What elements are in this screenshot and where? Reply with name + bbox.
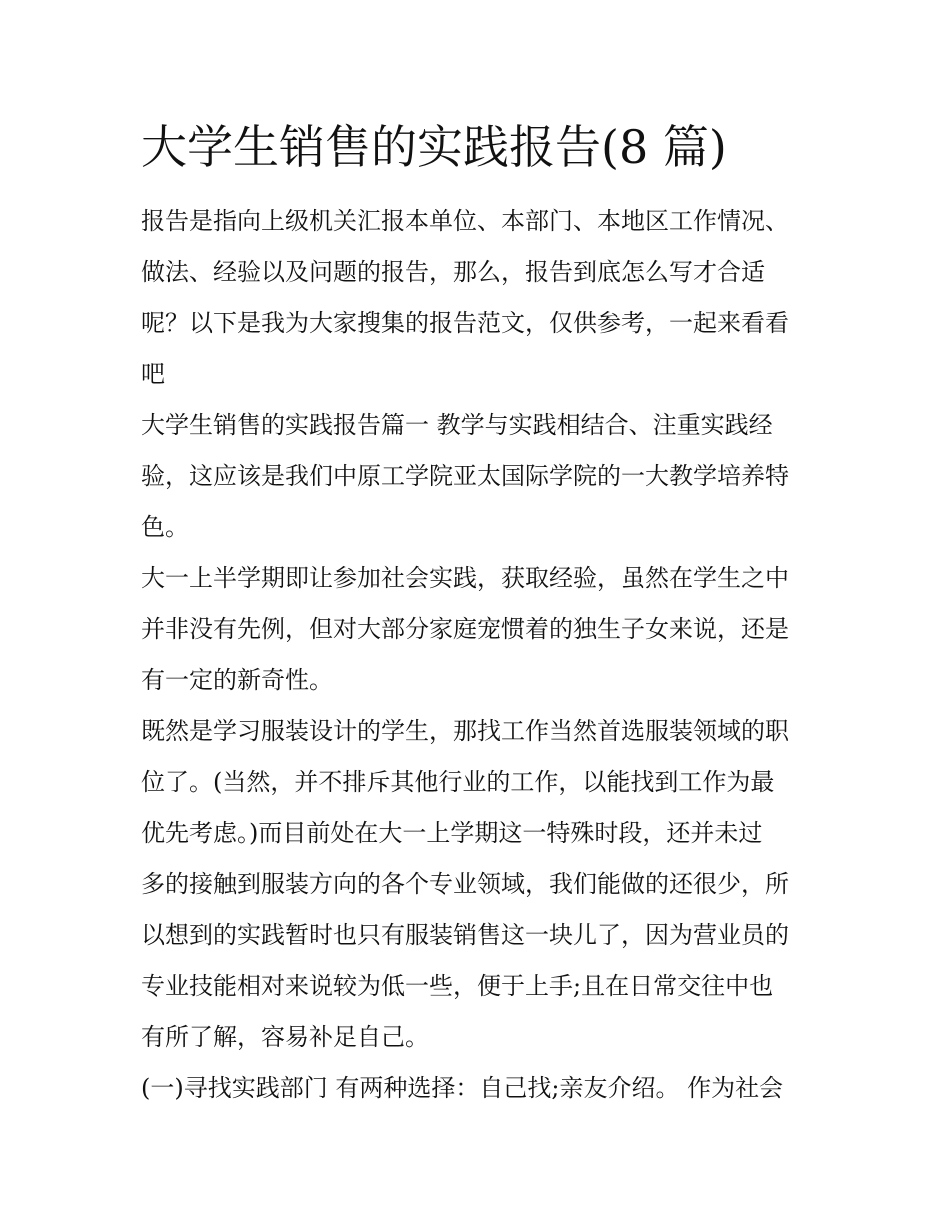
text-line: 并非没有先例，但对大部分家庭宠惯着的独生子女来说，还是 bbox=[141, 615, 789, 643]
text-line: 大学生销售的实践报告篇一 教学与实践相结合、注重实践经 bbox=[141, 411, 773, 439]
text-line: 做法、经验以及问题的报告，那么，报告到底怎么写才合适 bbox=[141, 258, 765, 286]
text-line: 有一定的新奇性。 bbox=[141, 666, 333, 694]
text-line: 既然是学习服装设计的学生，那找工作当然首选服装领域的职 bbox=[141, 717, 789, 745]
paragraph-find-department bbox=[141, 1063, 831, 1114]
text-line: 多的接触到服装方向的各个专业领域，我们能做的还很少，所 bbox=[141, 870, 789, 898]
text-line: 呢？以下是我为大家搜集的报告范文，仅供参考，一起来看看 bbox=[141, 309, 789, 337]
document-body bbox=[141, 196, 831, 1114]
document-title: 大学生销售的实践报告(8 篇) bbox=[141, 120, 727, 174]
text-line: 优先考虑。)而目前处在大一上学期这一特殊时段，还并未过 bbox=[141, 819, 763, 847]
text-line: 色。 bbox=[141, 513, 189, 541]
text-line: (一)寻找实践部门 有两种选择：自己找;亲友介绍。 作为社会 bbox=[141, 1074, 784, 1102]
paragraph-job-choice bbox=[141, 706, 831, 1063]
paragraph-section-one bbox=[141, 400, 831, 553]
text-line: 专业技能相对来说较为低一些，便于上手;且在日常交往中也 bbox=[141, 972, 774, 1000]
text-line: 报告是指向上级机关汇报本单位、本部门、本地区工作情况、 bbox=[141, 207, 789, 235]
text-line: 吧 bbox=[141, 360, 165, 388]
text-line: 以想到的实践暂时也只有服装销售这一块儿了，因为营业员的 bbox=[141, 921, 789, 949]
text-line: 大一上半学期即让参加社会实践，获取经验，虽然在学生之中 bbox=[141, 564, 789, 592]
paragraph-intro bbox=[141, 196, 831, 400]
text-line: 验，这应该是我们中原工学院亚太国际学院的一大教学培养特 bbox=[141, 462, 789, 490]
text-line: 有所了解，容易补足自己。 bbox=[141, 1023, 429, 1051]
text-line: 位了。(当然，并不排斥其他行业的工作，以能找到工作为最 bbox=[141, 768, 775, 796]
paragraph-social-practice bbox=[141, 553, 831, 706]
